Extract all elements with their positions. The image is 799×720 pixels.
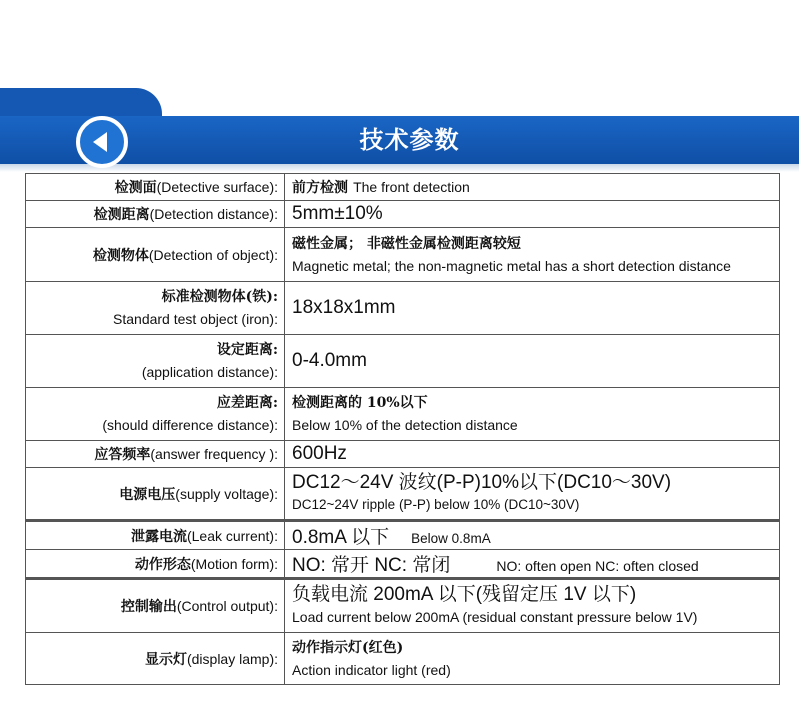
label-zh: 设定距离: [216,342,278,358]
table-row [26,388,780,441]
row-label [26,282,285,335]
label-en: (Detective surface): [156,179,278,195]
row-value [285,579,780,633]
row-label [26,550,285,579]
row-value [285,174,780,201]
value-main: 负载电流 200mA 以下(残留定压 1V 以下) [292,584,637,605]
value-en: Action indicator light (red) [292,661,451,678]
label-zh: 电源电压 [119,486,176,503]
table-row [26,174,780,201]
value-text: 0-4.0mm [292,350,367,371]
row-label [26,579,285,633]
label-zh: 检测面 [114,180,157,196]
label-zh: 泄露电流 [130,528,187,545]
value-en: Magnetic metal; the non-magnetic metal has a short detection distance [292,257,731,274]
label-zh: 检测物体 [92,247,149,264]
label-zh: 显示灯 [144,651,187,668]
value-en: DC12~24V ripple (P-P) below 10% (DC10~30V) [292,496,580,512]
value-text: 600Hz [292,443,347,464]
label-zh: 控制输出 [120,599,177,615]
value-zh: 前方检测 [292,180,348,196]
label-zh: 标准检测物体(铁): [161,289,278,305]
table-row [26,468,780,521]
value-text: 18x18x1mm [292,297,396,318]
label-en: (Leak current): [186,527,278,544]
value-en: NO: often open NC: often closed [496,558,699,574]
value-text: 5mm±10% [292,203,383,224]
row-label [26,174,285,201]
banner-shadow [0,164,799,172]
spec-table [25,173,780,685]
label-zh: 应差距离: [216,395,278,411]
table-row [26,633,780,685]
value-en: Below 10% of the detection distance [292,417,518,433]
row-value [285,335,780,388]
label-en: (Control output): [176,598,278,614]
row-value [285,228,780,282]
value-text: 0.8mA 以下 [292,527,390,548]
table-row [26,335,780,388]
row-value [285,282,780,335]
row-value [285,201,780,228]
value-zh: 磁性金属； 非磁性金属检测距离较短 [292,235,521,252]
table-row [26,201,780,228]
label-zh: 检测距离 [93,207,150,223]
label-en: (answer frequency ): [150,446,278,462]
row-value [285,521,780,550]
value-en: The front detection [353,179,470,195]
table-row [26,228,780,282]
row-label [26,633,285,685]
label-zh: 动作形态 [134,556,191,573]
page-title: 技术参数 [359,126,460,154]
label-en: (should difference distance): [102,417,278,433]
row-label [26,335,285,388]
label-en: (Motion form): [190,555,278,572]
table-row [26,521,780,550]
value-en: Load current below 200mA (residual constant pressure below 1V) [292,609,698,625]
label-en: (supply voltage): [175,485,278,502]
value-main: DC12～24V 波纹(P-P)10%以下(DC10～30V) [292,471,672,493]
row-label [26,441,285,468]
row-label [26,388,285,441]
value-text: NO: 常开 NC: 常闭 [292,555,451,576]
row-label [26,521,285,550]
table-row [26,441,780,468]
table-row [26,282,780,335]
table-row [26,550,780,579]
row-value [285,468,780,521]
value-zh: 检测距离的 10%以下 [292,395,428,411]
label-en: (Detection distance): [149,206,278,222]
value-zh: 动作指示灯(红色) [292,639,404,656]
label-zh: 应答频率 [94,447,151,463]
value-en: Below 0.8mA [411,531,491,546]
row-value [285,441,780,468]
row-label [26,228,285,282]
label-en: Standard test object (iron): [113,311,278,327]
table-row [26,579,780,633]
row-label [26,201,285,228]
label-en: (Detection of object): [148,246,278,263]
row-value [285,550,780,579]
label-en: (display lamp): [186,650,278,667]
label-en: (application distance): [141,364,278,380]
row-label [26,468,285,521]
row-value [285,388,780,441]
row-value [285,633,780,685]
